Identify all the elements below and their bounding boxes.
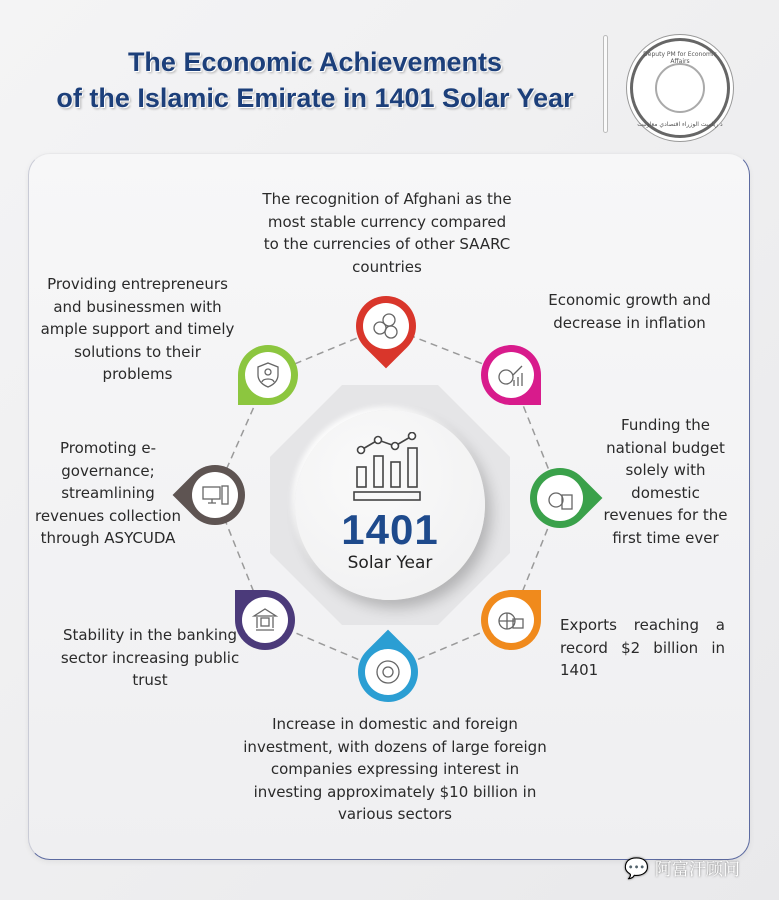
item-text-budget: Funding the national budget solely with domestic revenues for the first time ever — [603, 416, 728, 547]
item-text-banking: Stability in the banking sector increasing public trust — [60, 626, 240, 689]
seal-text-fa: د ریاست الوزراء اقتصادي معاونیت — [637, 121, 723, 128]
wechat-icon: 💬 — [624, 855, 649, 880]
year-label: Solar Year — [347, 553, 433, 573]
bank-icon — [242, 597, 288, 643]
coins-currency-icon — [363, 303, 409, 349]
computer-icon — [192, 472, 238, 518]
watermark-text: 阿富汗顾问 — [654, 860, 740, 880]
item-text-egovernance: Promoting e-governance; streamlining revenues collection through ASYCUDA — [35, 439, 181, 547]
item-text-investment: Increase in domestic and foreign investment, with dozens of large foreign companies expressing interest in investing approximately $10 billion in various sectors — [243, 715, 547, 823]
budget-calculator-icon — [537, 475, 583, 521]
bar-chart-growth-icon — [353, 432, 423, 504]
investment-exchange-icon — [365, 649, 411, 695]
node-growth — [481, 345, 541, 405]
seal-text-en: Deputy PM for Economic Affairs — [643, 51, 717, 65]
node-investment — [358, 642, 418, 702]
node-currency — [356, 296, 416, 356]
item-text-entrepreneurs: Providing entrepreneurs and businessmen with ample support and timely solutions to their problems — [40, 275, 235, 383]
node-budget — [530, 468, 590, 528]
money-bag-growth-icon — [488, 352, 534, 398]
node-egovernance — [185, 465, 245, 525]
year-number: 1401 — [341, 506, 439, 553]
globe-export-icon — [488, 597, 534, 643]
businessman-shield-icon — [245, 352, 291, 398]
item-text-growth: Economic growth and decrease in inflation — [548, 291, 711, 332]
node-exports — [481, 590, 541, 650]
item-text-currency: The recognition of Afghani as the most stable currency compared to the currencies of other SAARC countries — [262, 190, 512, 276]
watermark — [624, 855, 740, 880]
title-line-1: The Economic Achievements — [127, 47, 503, 77]
center-circle — [295, 410, 485, 600]
title-line-2: of the Islamic Emirate in 1401 Solar Year — [56, 83, 574, 113]
item-text-exports: Exports reaching a record $2 billion in 1401 — [560, 616, 725, 679]
node-entrepreneurs — [238, 345, 298, 405]
